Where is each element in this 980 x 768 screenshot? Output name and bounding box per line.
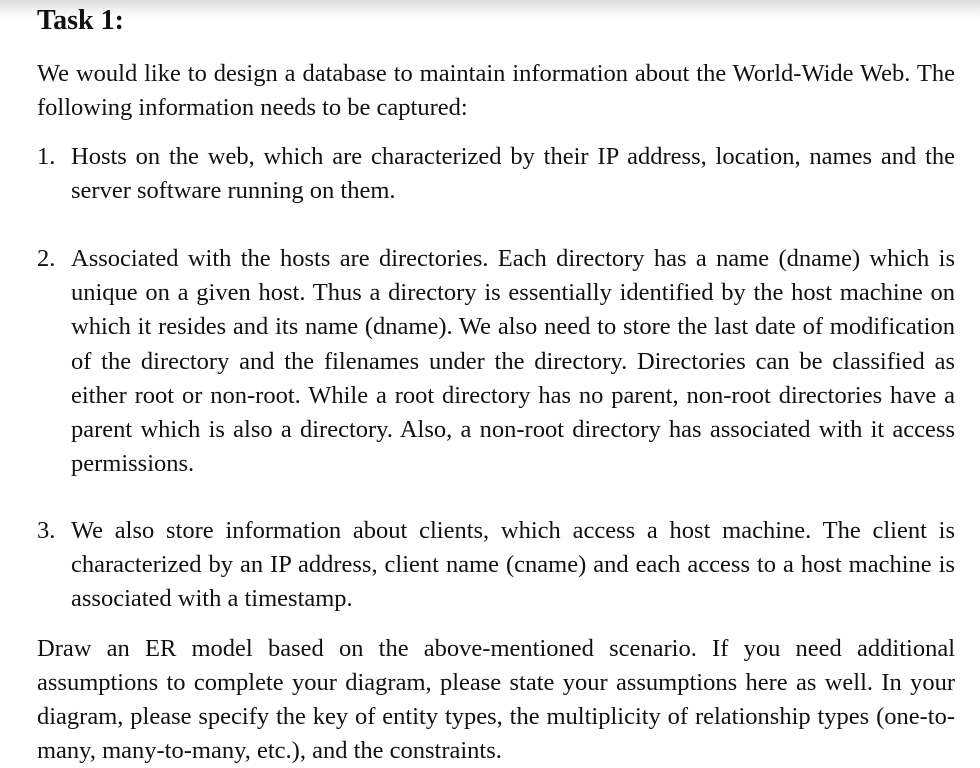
- list-item-text: Hosts on the web, which are characterized by their IP address, location, names and the server software running on them.: [71, 143, 955, 205]
- closing-paragraph: Draw an ER model based on the above-mentioned scenario. If you need additional assumptions to complete your diagram, please state your assumptions here as well. In your diagram, please specify the key of entity types, the multiplicity of relationship types (one-to-many, many-to-many, etc.), and the constraints.: [37, 635, 955, 764]
- list-item-text: We also store information about clients, which access a host machine. The client is characterized by an IP address, client name (cname) and each access to a host machine is associated with a timestamp.: [71, 517, 955, 613]
- task-title: Task 1:: [37, 5, 124, 36]
- requirement-list-3: [37, 514, 955, 617]
- list-item: [37, 514, 955, 617]
- list-item-text: Associated with the hosts are directories. Each directory has a name (dname) which is unique on a given host. Thus a directory is essentially identified by the host machine on which it resides and its name (dname). We also need to store the last date of modification of the directory and the filenames under the directory. Directories can be classified as either root or non-root. While a root directory has no parent, non-root directories have a parent which is also a directory. Also, a non-root directory has associated with it access permissions.: [71, 245, 955, 478]
- list-item: [37, 140, 955, 208]
- list-item-number: 2.: [37, 245, 56, 272]
- top-edge-shadow: [0, 0, 980, 18]
- requirement-list-1: [37, 140, 955, 208]
- list-item-number: 1.: [37, 143, 56, 170]
- list-item: [37, 242, 955, 481]
- intro-paragraph: We would like to design a database to maintain information about the World-Wide Web. The following information needs to be captured:: [37, 60, 955, 121]
- list-item-number: 3.: [37, 517, 56, 544]
- requirement-list-2: [37, 242, 955, 481]
